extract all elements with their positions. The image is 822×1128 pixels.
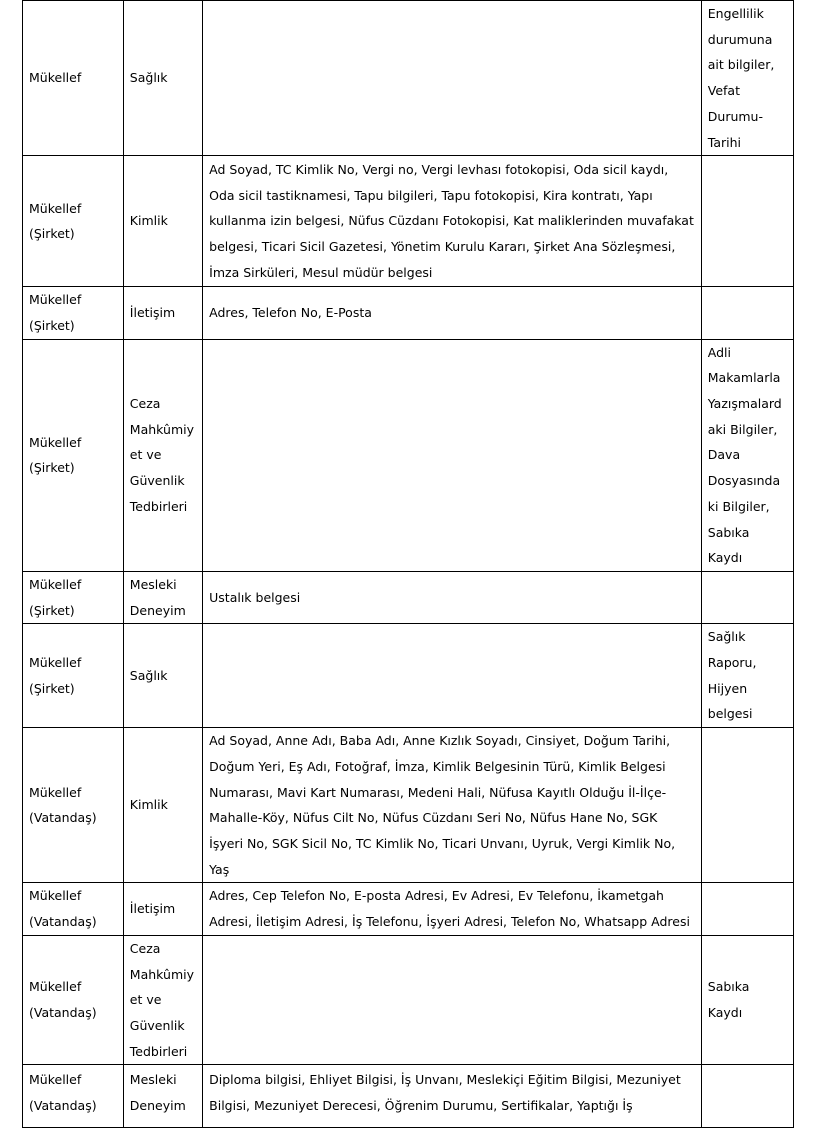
other-data-cell xyxy=(701,624,793,728)
data-category-cell xyxy=(123,1,202,156)
data-subject-text: Mükellef (Şirket) xyxy=(29,576,82,618)
personal-data-text: Adres, Telefon No, E-Posta xyxy=(209,305,372,321)
personal-data-cell xyxy=(203,624,702,728)
table-row xyxy=(23,156,794,287)
table-row xyxy=(23,883,794,935)
data-category-cell xyxy=(123,728,202,883)
data-category-cell xyxy=(123,571,202,623)
data-subject-text: Mükellef (Şirket) xyxy=(29,434,82,476)
personal-data-cell xyxy=(203,935,702,1065)
personal-data-cell xyxy=(203,1065,702,1128)
other-data-cell xyxy=(701,883,793,935)
data-category-cell xyxy=(123,935,202,1065)
other-data-cell xyxy=(701,339,793,571)
data-category-text: Kimlik xyxy=(129,213,168,229)
personal-data-cell xyxy=(203,571,702,623)
personal-data-cell xyxy=(203,156,702,287)
data-subject-text: Mükellef (Şirket) xyxy=(29,200,82,242)
data-subject-cell xyxy=(23,156,124,287)
data-subject-text: Mükellef xyxy=(29,70,82,86)
data-subject-cell xyxy=(23,624,124,728)
data-category-text: İletişim xyxy=(129,305,176,321)
other-data-cell xyxy=(701,935,793,1065)
table-row xyxy=(23,287,794,339)
data-subject-text: Mükellef (Vatandaş) xyxy=(29,1072,97,1114)
table-row xyxy=(23,935,794,1065)
other-data-cell xyxy=(701,156,793,287)
personal-data-text: Ad Soyad, TC Kimlik No, Vergi no, Vergi levhası fotokopisi, Oda sicil kaydı, Oda sicil tastiknamesi, Tapu bilgileri, Tapu fotokopisi, Kira kontratı, Yapı kullanma izin belgesi, Nüfus Cüzdanı Fotokopisi, Kat maliklerinden muvafakat belgesi, Ticari Sicil Gazetesi, Yönetim Kurulu Kararı, Şirket Ana Sözleşmesi, İmza Sirküleri, Mesul müdür belgesi xyxy=(209,161,694,280)
data-category-cell xyxy=(123,287,202,339)
table-row xyxy=(23,728,794,883)
other-data-cell xyxy=(701,1065,793,1128)
other-data-text: Sağlık Raporu, Hijyen belgesi xyxy=(707,629,757,722)
other-data-text: Sabıka Kaydı xyxy=(707,979,750,1021)
data-subject-cell xyxy=(23,1,124,156)
table-row xyxy=(23,1065,794,1128)
data-subject-text: Mükellef (Şirket) xyxy=(29,292,82,333)
personal-data-cell xyxy=(203,883,702,935)
data-subject-cell xyxy=(23,287,124,339)
data-category-cell xyxy=(123,339,202,571)
other-data-cell xyxy=(701,728,793,883)
data-category-text: Sağlık xyxy=(129,70,168,86)
table-row xyxy=(23,624,794,728)
other-data-cell xyxy=(701,1,793,156)
table-body xyxy=(23,1,794,1128)
personal-data-cell xyxy=(203,287,702,339)
other-data-cell xyxy=(701,287,793,339)
personal-data-text: Ad Soyad, Anne Adı, Baba Adı, Anne Kızlık Soyadı, Cinsiyet, Doğum Tarihi, Doğum Yeri, Eş Adı, Fotoğraf, İmza, Kimlik Belgesinin Türü, Kimlik Belgesi Numarası, Mavi Kart Numarası, Medeni Hali, Nüfusa Kayıtlı Olduğu İl-İlçe-Mahalle-Köy, Nüfus Cilt No, Nüfus Cüzdanı Seri No, Nüfus Hane No, SGK İşyeri No, SGK Sicil No, TC Kimlik No, Ticari Unvanı, Uyruk, Vergi Kimlik No, Yaş xyxy=(209,733,676,877)
data-subject-text: Mükellef (Şirket) xyxy=(29,655,82,696)
personal-data-cell xyxy=(203,1,702,156)
data-subject-cell xyxy=(23,935,124,1065)
other-data-text: Adli Makamlarla Yazışmalardaki Bilgiler, Dava Dosyasındaki Bilgiler, Sabıka Kaydı xyxy=(707,344,782,566)
table-row xyxy=(23,339,794,571)
data-subject-text: Mükellef (Vatandaş) xyxy=(29,784,97,826)
personal-data-cell xyxy=(203,728,702,883)
data-subject-cell xyxy=(23,728,124,883)
data-category-text: İletişim xyxy=(129,901,176,917)
table-row xyxy=(23,571,794,623)
data-subject-cell xyxy=(23,571,124,623)
data-category-text: Mesleki Deneyim xyxy=(129,1072,186,1114)
data-subject-cell xyxy=(23,1065,124,1128)
personal-data-cell xyxy=(203,339,702,571)
data-subject-cell xyxy=(23,883,124,935)
other-data-text: Engellilik durumuna ait bilgiler, Vefat Durumu-Tarihi xyxy=(707,6,775,150)
data-category-cell xyxy=(123,156,202,287)
data-subject-text: Mükellef (Vatandaş) xyxy=(29,888,97,930)
data-category-cell xyxy=(123,624,202,728)
personal-data-table xyxy=(22,0,794,1128)
data-subject-text: Mükellef (Vatandaş) xyxy=(29,979,97,1021)
data-category-text: Ceza Mahkûmiyet ve Güvenlik Tedbirleri xyxy=(129,940,194,1059)
data-category-cell xyxy=(123,883,202,935)
data-subject-cell xyxy=(23,339,124,571)
data-category-cell xyxy=(123,1065,202,1128)
personal-data-text: Diploma bilgisi, Ehliyet Bilgisi, İş Unvanı, Meslekiçi Eğitim Bilgisi, Mezuniyet Bilgisi, Mezuniyet Derecesi, Öğrenim Durumu, Sertifikalar, Yaptığı İş xyxy=(209,1072,681,1114)
other-data-cell xyxy=(701,571,793,623)
data-category-text: Ceza Mahkûmiyet ve Güvenlik Tedbirleri xyxy=(129,396,194,514)
personal-data-text: Ustalık belgesi xyxy=(209,589,301,605)
personal-data-text: Adres, Cep Telefon No, E-posta Adresi, Ev Adresi, Ev Telefonu, İkametgah Adresi, İletişim Adresi, İş Telefonu, İşyeri Adresi, Telefon No, Whatsapp Adresi xyxy=(209,888,690,930)
data-category-text: Sağlık xyxy=(129,667,168,683)
data-category-text: Mesleki Deneyim xyxy=(129,576,186,618)
data-category-text: Kimlik xyxy=(129,797,168,813)
table-row xyxy=(23,1,794,156)
